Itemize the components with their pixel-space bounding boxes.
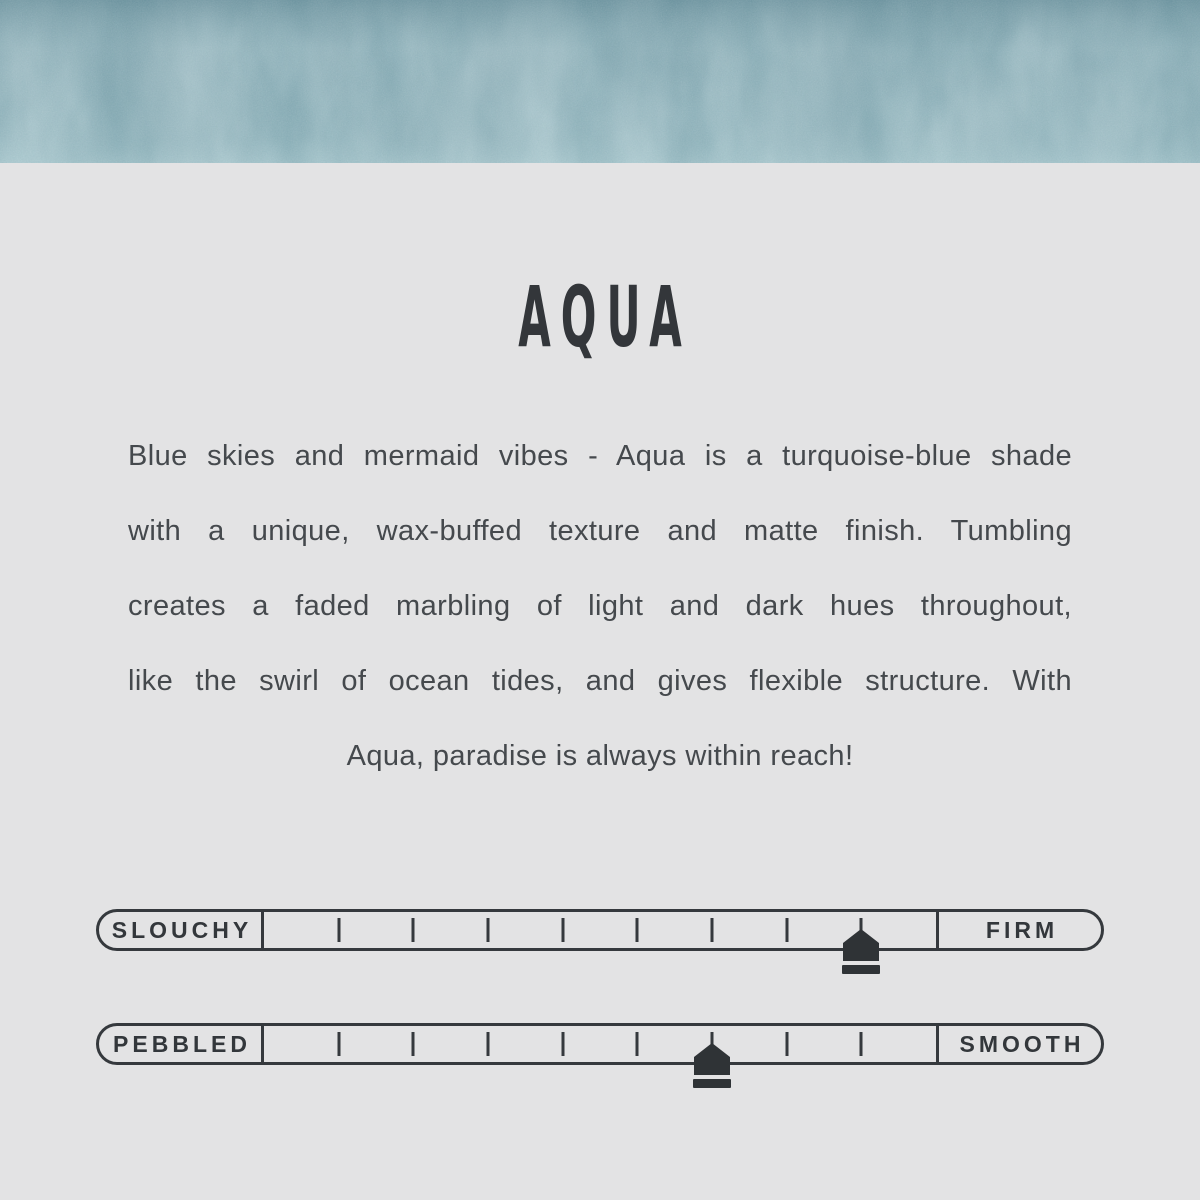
- leather-grain-texture: [0, 0, 1200, 163]
- description-line: Blue skies and mermaid vibes - Aqua is a turquoise-blue shade: [128, 440, 1072, 472]
- texture-scale-right-section: [936, 1026, 1101, 1062]
- color-name-title: AQUA: [518, 268, 692, 366]
- scale-tick: [860, 1032, 863, 1056]
- firmness-scale-right-section: [936, 912, 1101, 948]
- smooth-label: SMOOTH: [959, 1030, 1085, 1057]
- firmness-scale-left-section: [99, 912, 264, 948]
- texture-marker-icon: [693, 1043, 731, 1089]
- leather-texture-swatch: [0, 0, 1200, 163]
- scale-tick: [636, 1032, 639, 1056]
- scale-tick: [785, 918, 788, 942]
- scale-tick: [412, 1032, 415, 1056]
- description-line: Aqua, paradise is always within reach!: [346, 740, 854, 772]
- scale-tick: [561, 1032, 564, 1056]
- scale-tick: [785, 1032, 788, 1056]
- description-line: with a unique, wax-buffed texture and matte finish. Tumbling: [128, 515, 1072, 547]
- description-line: creates a faded marbling of light and dark hues throughout,: [128, 590, 1072, 622]
- scale-tick: [636, 918, 639, 942]
- texture-scale-left-section: [99, 1026, 264, 1062]
- scale-tick: [711, 918, 714, 942]
- scale-tick: [337, 918, 340, 942]
- texture-scale: [96, 1023, 1104, 1065]
- slouchy-label: SLOUCHY: [111, 916, 253, 943]
- scale-tick: [487, 1032, 490, 1056]
- firmness-scale-track: [264, 912, 936, 948]
- scale-tick: [412, 918, 415, 942]
- scale-tick: [487, 918, 490, 942]
- scale-tick: [561, 918, 564, 942]
- firmness-marker-icon: [842, 929, 880, 975]
- pebbled-label: PEBBLED: [113, 1030, 251, 1057]
- firmness-scale: [96, 909, 1104, 951]
- description-line: like the swirl of ocean tides, and gives flexible structure. With: [128, 665, 1072, 697]
- firm-label: FIRM: [985, 916, 1059, 943]
- texture-scale-track: [264, 1026, 936, 1062]
- scale-tick: [337, 1032, 340, 1056]
- color-description: [128, 419, 1072, 794]
